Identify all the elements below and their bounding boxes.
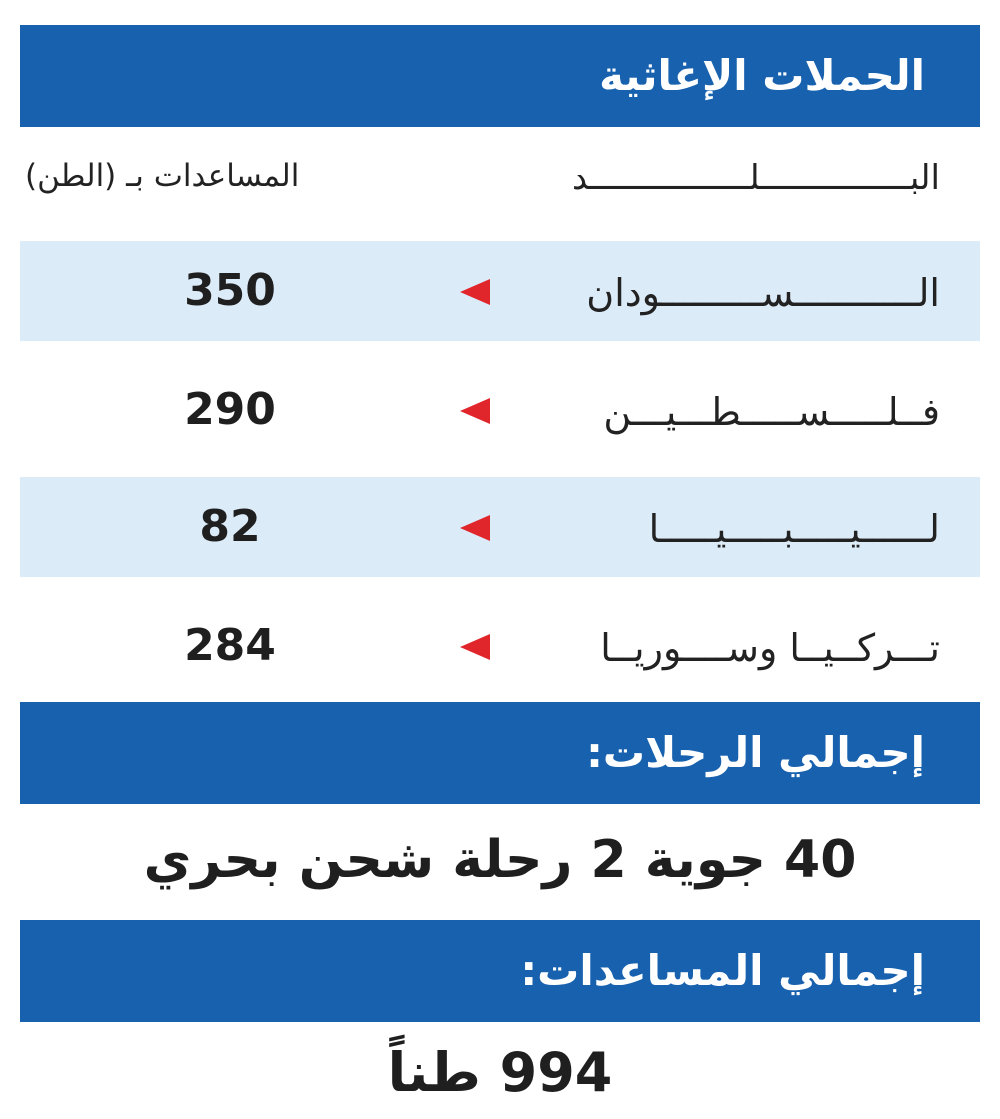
- table-row: [20, 596, 980, 696]
- title-band: [20, 25, 980, 127]
- table-header: [20, 140, 980, 230]
- country-name: لــــــيـــــبـــــيـــــا: [648, 507, 940, 551]
- country-name: تـــركــيــا وســــوريــا: [600, 626, 940, 670]
- country-column-header: البـــــــــــــــلــــــــــــــــد: [572, 158, 940, 198]
- triangle-marker-icon: [460, 279, 490, 305]
- table-row: [20, 241, 980, 341]
- aid-value: 290: [184, 384, 276, 435]
- triangle-marker-icon: [460, 515, 490, 541]
- trips-heading: إجمالي الرحلات:: [586, 728, 925, 777]
- aid-total: 994 طناً: [387, 1041, 613, 1104]
- aid-column-header: المساعدات بـ (الطن): [25, 158, 300, 194]
- table-row: [20, 360, 980, 460]
- aid-heading: إجمالي المساعدات:: [520, 946, 925, 995]
- trips-total: 40 جوية 2 رحلة شحن بحري: [143, 830, 857, 890]
- table-row: [20, 477, 980, 577]
- trips-heading-band: [20, 702, 980, 804]
- aid-value: 350: [184, 265, 276, 316]
- aid-heading-band: [20, 920, 980, 1022]
- page-title: الحملات الإغاثية: [599, 51, 925, 100]
- triangle-marker-icon: [460, 398, 490, 424]
- country-name: فــلـــــســـــطـــيـــن: [603, 390, 940, 434]
- country-name: الـــــــــــســـــــــودان: [586, 271, 940, 315]
- aid-value: 82: [199, 501, 261, 552]
- triangle-marker-icon: [460, 634, 490, 660]
- aid-value: 284: [184, 620, 276, 671]
